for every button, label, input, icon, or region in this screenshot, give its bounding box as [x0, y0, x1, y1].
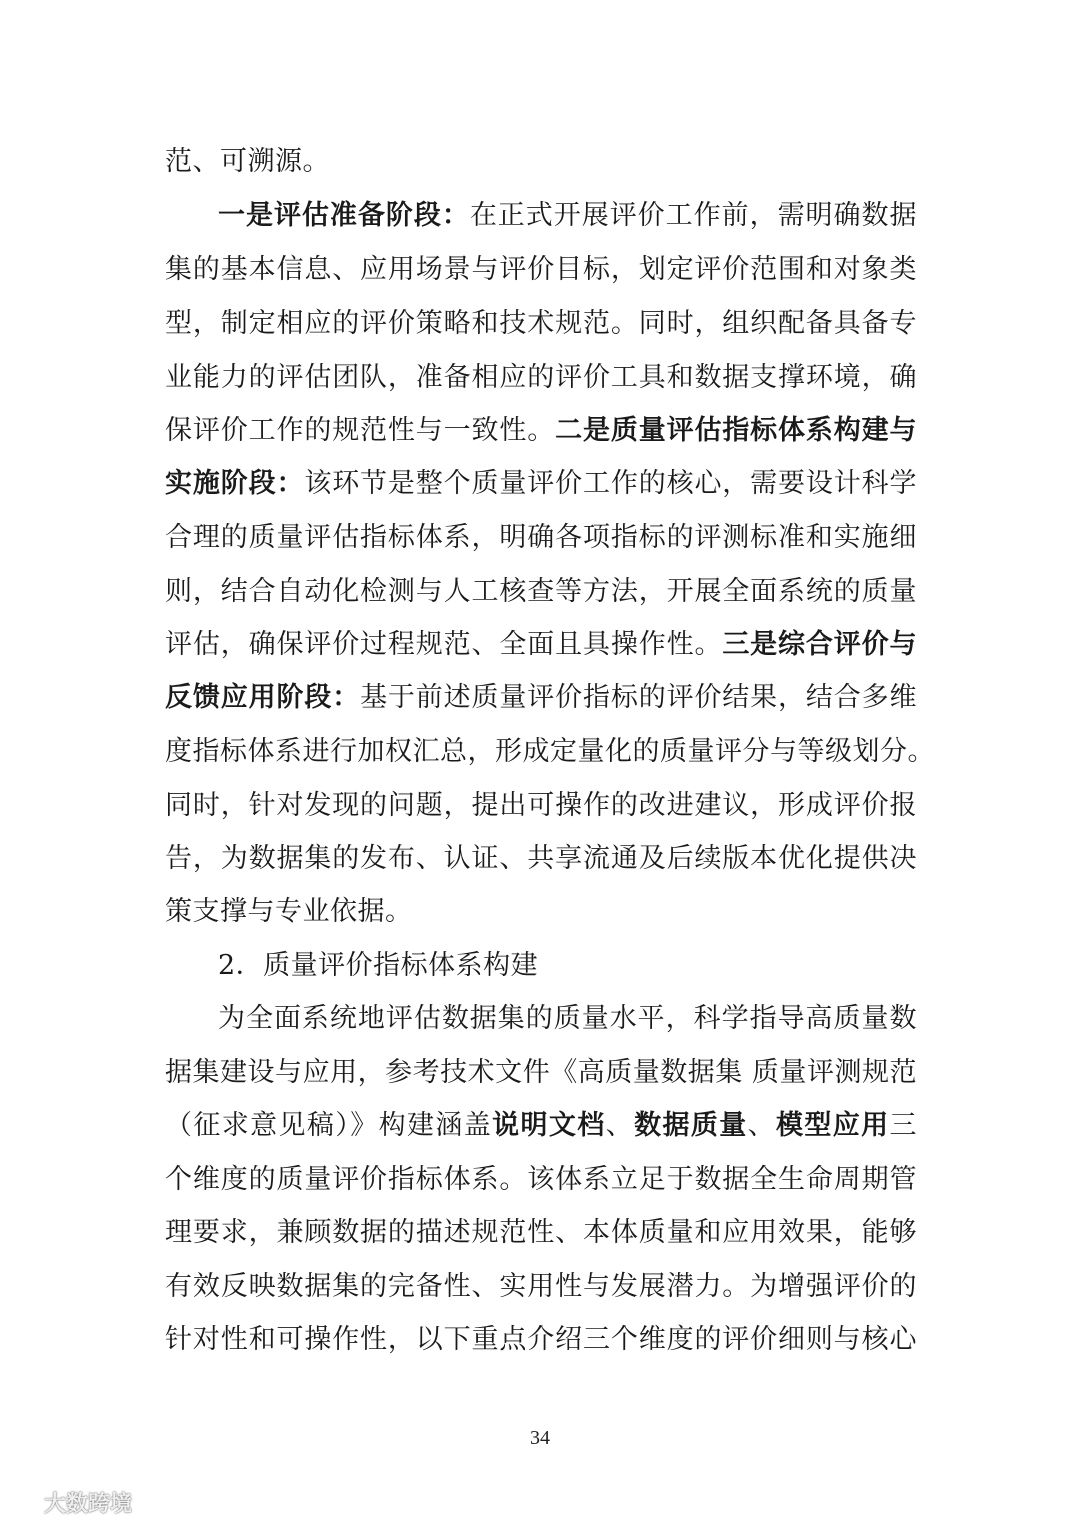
stage-three-heading: 三是综合评价与: [722, 629, 918, 660]
page-number: 34: [530, 1427, 550, 1449]
text-line-21: 理要求，兼顾数据的描述规范性、本体质量和应用效果，能够: [165, 1217, 917, 1248]
section-heading: 2．质量评价指标体系构建: [218, 950, 539, 981]
text-line-17: 为全面系统地评估数据集的质量水平，科学指导高质量数: [218, 1003, 917, 1034]
text-line-14: 告，为数据集的发布、认证、共享流通及后续版本优化提供决: [165, 843, 917, 874]
text-line-11: 反馈应用阶段：基于前述质量评价指标的评价结果，结合多维: [165, 682, 918, 713]
stage-three-heading-cont: 反馈应用阶段：: [165, 682, 361, 713]
text-line-8: 合理的质量评估指标体系，明确各项指标的评测标准和实施细: [165, 522, 917, 553]
text-line-5: 业能力的评估团队，准备相应的评价工具和数据支撑环境，确: [165, 362, 917, 393]
dimension-data-quality: 数据质量: [634, 1110, 748, 1141]
text-line-9: 则，结合自动化检测与人工核查等方法，开展全面系统的质量: [165, 576, 917, 607]
weibo-logo-icon: [6, 1489, 40, 1515]
text-line-10: 评估，确保评价过程规范、全面且具操作性。三是综合评价与: [165, 629, 918, 660]
stage-two-heading-cont: 实施阶段：: [165, 468, 305, 499]
text-line-1: 范、可溯源。: [165, 146, 330, 177]
text-line-13: 同时，针对发现的问题，提出可操作的改进建议，形成评价报: [165, 790, 917, 821]
stage-one-heading: 一是评估准备阶段：: [218, 200, 470, 231]
stage-two-heading: 二是质量评估指标体系构建与: [555, 415, 918, 446]
text-line-3: 集的基本信息、应用场景与评价目标，划定评价范围和对象类: [165, 254, 917, 285]
watermark: [6, 1486, 132, 1518]
text-line-15: 策支撑与专业依据。: [165, 896, 413, 927]
text-line-19: （征求意见稿）》构建涵盖说明文档、数据质量、模型应用三: [165, 1110, 918, 1141]
text-line-20: 个维度的质量评价指标体系。该体系立足于数据全生命周期管: [165, 1164, 917, 1195]
dimension-model-application: 模型应用: [776, 1110, 890, 1141]
watermark-text: 大数跨境: [44, 1491, 133, 1517]
text-line-12: 度指标体系进行加权汇总，形成定量化的质量评分与等级划分。: [165, 736, 935, 767]
text-line-6: 保评价工作的规范性与一致性。二是质量评估指标体系构建与: [165, 415, 918, 446]
text-line-4: 型，制定相应的评价策略和技术规范。同时，组织配备具备专: [165, 308, 917, 339]
text-line-2: 一是评估准备阶段：在正式开展评价工作前，需明确数据: [218, 200, 917, 231]
text-line-23: 针对性和可操作性，以下重点介绍三个维度的评价细则与核心: [165, 1324, 917, 1355]
text-line-7: 实施阶段：该环节是整个质量评价工作的核心，需要设计科学: [165, 468, 918, 499]
dimension-doc: 说明文档: [492, 1110, 606, 1141]
text-line-22: 有效反映数据集的完备性、实用性与发展潜力。为增强评价的: [165, 1271, 917, 1302]
text-line-18: 据集建设与应用，参考技术文件《高质量数据集 质量评测规范: [165, 1057, 917, 1088]
